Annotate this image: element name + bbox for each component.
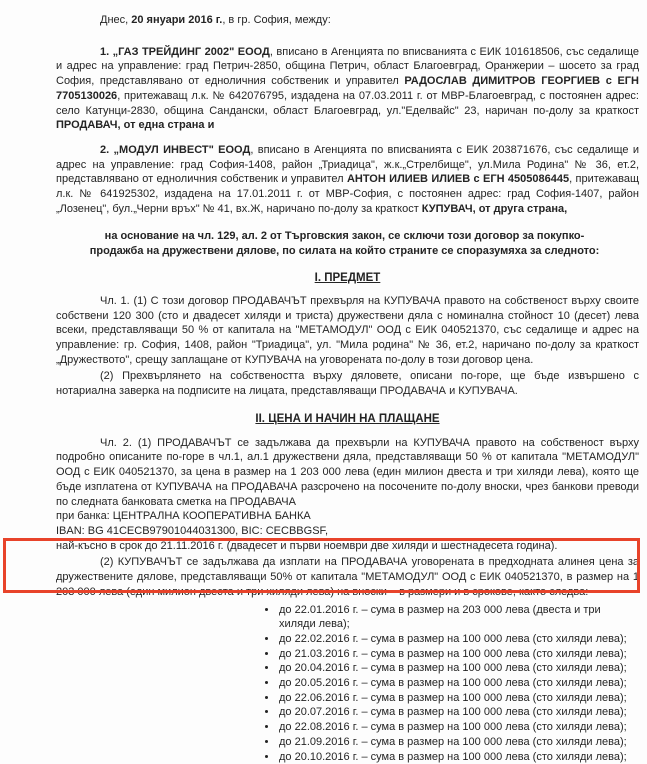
installment-item: • до 22.06.2016 г. – сума в размер на 100 000 лева (сто хиляди лева);: [278, 691, 639, 706]
buyer-role-label: КУПУВАЧ, от друга страна,: [422, 203, 567, 215]
article-2-1-paragraph: Чл. 2. (1) ПРОДАВАЧЪТ се задължава да прехвърли на КУПУВАЧА правото на собственост върху подробно описаните по-горе в чл.1, ал.1 дружествени дяла, представляващи 50 % от капитала "МЕТАМОДУЛ" ООД с ЕИК 040521370, за цена в размер на 1 203 000 лева (един милион двеста и три хиляди лева), която ще бъде изплатена от КУПУВАЧА на ПРОДАВАЧА разсрочено на посочените по-долу вноски, чрез банкови преводи по следната банковата сметка на ПРОДАВАЧА: [56, 436, 639, 510]
article-1-1-paragraph: Чл. 1. (1) С този договор ПРОДАВАЧЪТ прехвърля на КУПУВАЧА правото на собственост върху своите собствени 120 300 (сто и двадесет хиляди и триста) дружествени дяла с номинална стойност 10 (десет) лева всеки, представляващи 50 % от капитала на "МЕТАМОДУЛ" ООД с ЕИК 040521370, със седалище и адрес на управление: гр. София, 1408, район "Триадица", ул. "Мила родина" № 36, ет.2, наричано по-долу за краткост „Дружеството", срещу заплащане от КУПУВАЧА на уговорената по-долу в този договор цена.: [56, 294, 639, 368]
installment-item: • до 21.09.2016 г. – сума в размер на 100 000 лева (сто хиляди лева);: [278, 735, 639, 750]
installment-item: • до 22.08.2016 г. – сума в размер на 100 000 лева (сто хиляди лева);: [278, 720, 639, 735]
seller-address-text: , притежаващ л.к. № 642076795, издадена на 07.03.2011 г. от МВР-Благоевград, с постоянен адрес: село Катунци-2830, община Сандански, област Благоевград, ул."Еделвайс" 23, наричан по-долу за краткост: [56, 90, 639, 117]
installment-item: • до 20.07.2016 г. – сума в размер на 100 000 лева (сто хиляди лева);: [278, 705, 639, 720]
article-2-2-paragraph: (2) КУПУВАЧЪТ се задължава да изплати на ПРОДАВАЧА уговорената в предходната алинея цена за дружествените дялове, представляващи 50% от капитала "МЕТАМОДУЛ" ООД с ЕИК 040521370, в размер на 1 203 000 лева (един милион двеста и три хиляди лева) на вноски – в размери и в срокове, както следва:: [56, 555, 639, 599]
installment-item: • до 20.05.2016 г. – сума в размер на 100 000 лева (сто хиляди лева);: [278, 676, 639, 691]
legal-basis-paragraph: на основание на чл. 129, ал. 2 от Търговския закон, се сключи този договор за покупко-продажба на дружествени дялове, по силата на който страните се споразумяха за следното:: [84, 229, 605, 258]
article-1-2-paragraph: (2) Прехвърлянето на собствеността върху дяловете, описани по-горе, ще бъде извършено с нотариална заверка на подписите на лицата, представляващи ПРОДАВАЧА и КУПУВАЧА.: [56, 369, 639, 398]
installments-list: [56, 603, 639, 764]
buyer-address-text: , притежаващ л.к. № 641925302, издадена на 17.01.2011 г. от МВР-София, с постоянен адрес: град София-1407, район „Лозенец", бул.„Черни връх" № 41, вх.Ж, наричано по-долу за краткост: [56, 173, 639, 214]
section-2-title: ІІ. ЦЕНА И НАЧИН НА ПЛАЩАНЕ: [255, 413, 439, 425]
buyer-registration-text: , вписано в Агенцията по вписванията с ЕИК 203871676, със седалище и адрес на управление: град София-1408, район „Триадица", ж.к.„Стрелбище", ул.Мила Родина" № 36, ет.2, представлявано от едноличния собственик и управител: [56, 144, 639, 185]
section-1-title: І. ПРЕДМЕТ: [315, 272, 381, 284]
installment-item: • до 21.03.2016 г. – сума в размер на 100 000 лева (сто хиляди лева);: [278, 647, 639, 662]
seller-manager-name: РАДОСЛАВ ДИМИТРОВ ГЕОРГИЕВ с ЕГН 7705130026: [56, 75, 639, 102]
seller-role-label: ПРОДАВАЧ, от една страна и: [56, 119, 214, 131]
contract-date: 20 януари 2016 г.: [131, 14, 222, 26]
buyer-company-name: 2. „МОДУЛ ИНВЕСТ" ЕООД: [100, 144, 250, 156]
intro-post: , в гр. София, между:: [222, 14, 330, 26]
installment-item: • до 22.01.2016 г. – сума в размер на 203 000 лева (двеста и три хиляди лева);: [278, 603, 639, 632]
intro-line: [56, 13, 639, 28]
section-1-heading: [56, 271, 639, 286]
payment-deadline-line: най-късно в срок до 21.11.2016 г. (двадесет и първи ноември две хиляди и шестнадесета година).: [56, 539, 639, 554]
intro-pre: Днес,: [100, 14, 131, 26]
seller-party-paragraph: [56, 45, 639, 133]
buyer-party-paragraph: [56, 143, 639, 217]
seller-registration-text: , вписано в Агенцията по вписванията с ЕИК 101618506, със седалище и адрес на управление: град Петрич-2850, община Петрич, област Благоевград, Оранжерии – шосето за град София, представлявано от едноличния собственик и управител: [56, 46, 639, 87]
section-2-heading: [56, 412, 639, 427]
installment-item: • до 20.10.2016 г. – сума в размер на 100 000 лева (сто хиляди лева);: [278, 750, 639, 764]
installment-item: • до 20.04.2016 г. – сума в размер на 100 000 лева (сто хиляди лева);: [278, 661, 639, 676]
bank-iban-line: IBAN: BG 41CECB97901044031300, BIC: CECBBGSF,: [56, 524, 639, 539]
installment-item: • до 22.02.2016 г. – сума в размер на 100 000 лева (сто хиляди лева);: [278, 632, 639, 647]
bank-name-line: при банка: ЦЕНТРАЛНА КООПЕРАТИВНА БАНКА: [56, 509, 639, 524]
seller-company-name: 1. „ГАЗ ТРЕЙДИНГ 2002" ЕООД: [100, 46, 270, 58]
buyer-manager-name: АНТОН ИЛИЕВ ИЛИЕВ с ЕГН 4505086445: [347, 173, 569, 185]
